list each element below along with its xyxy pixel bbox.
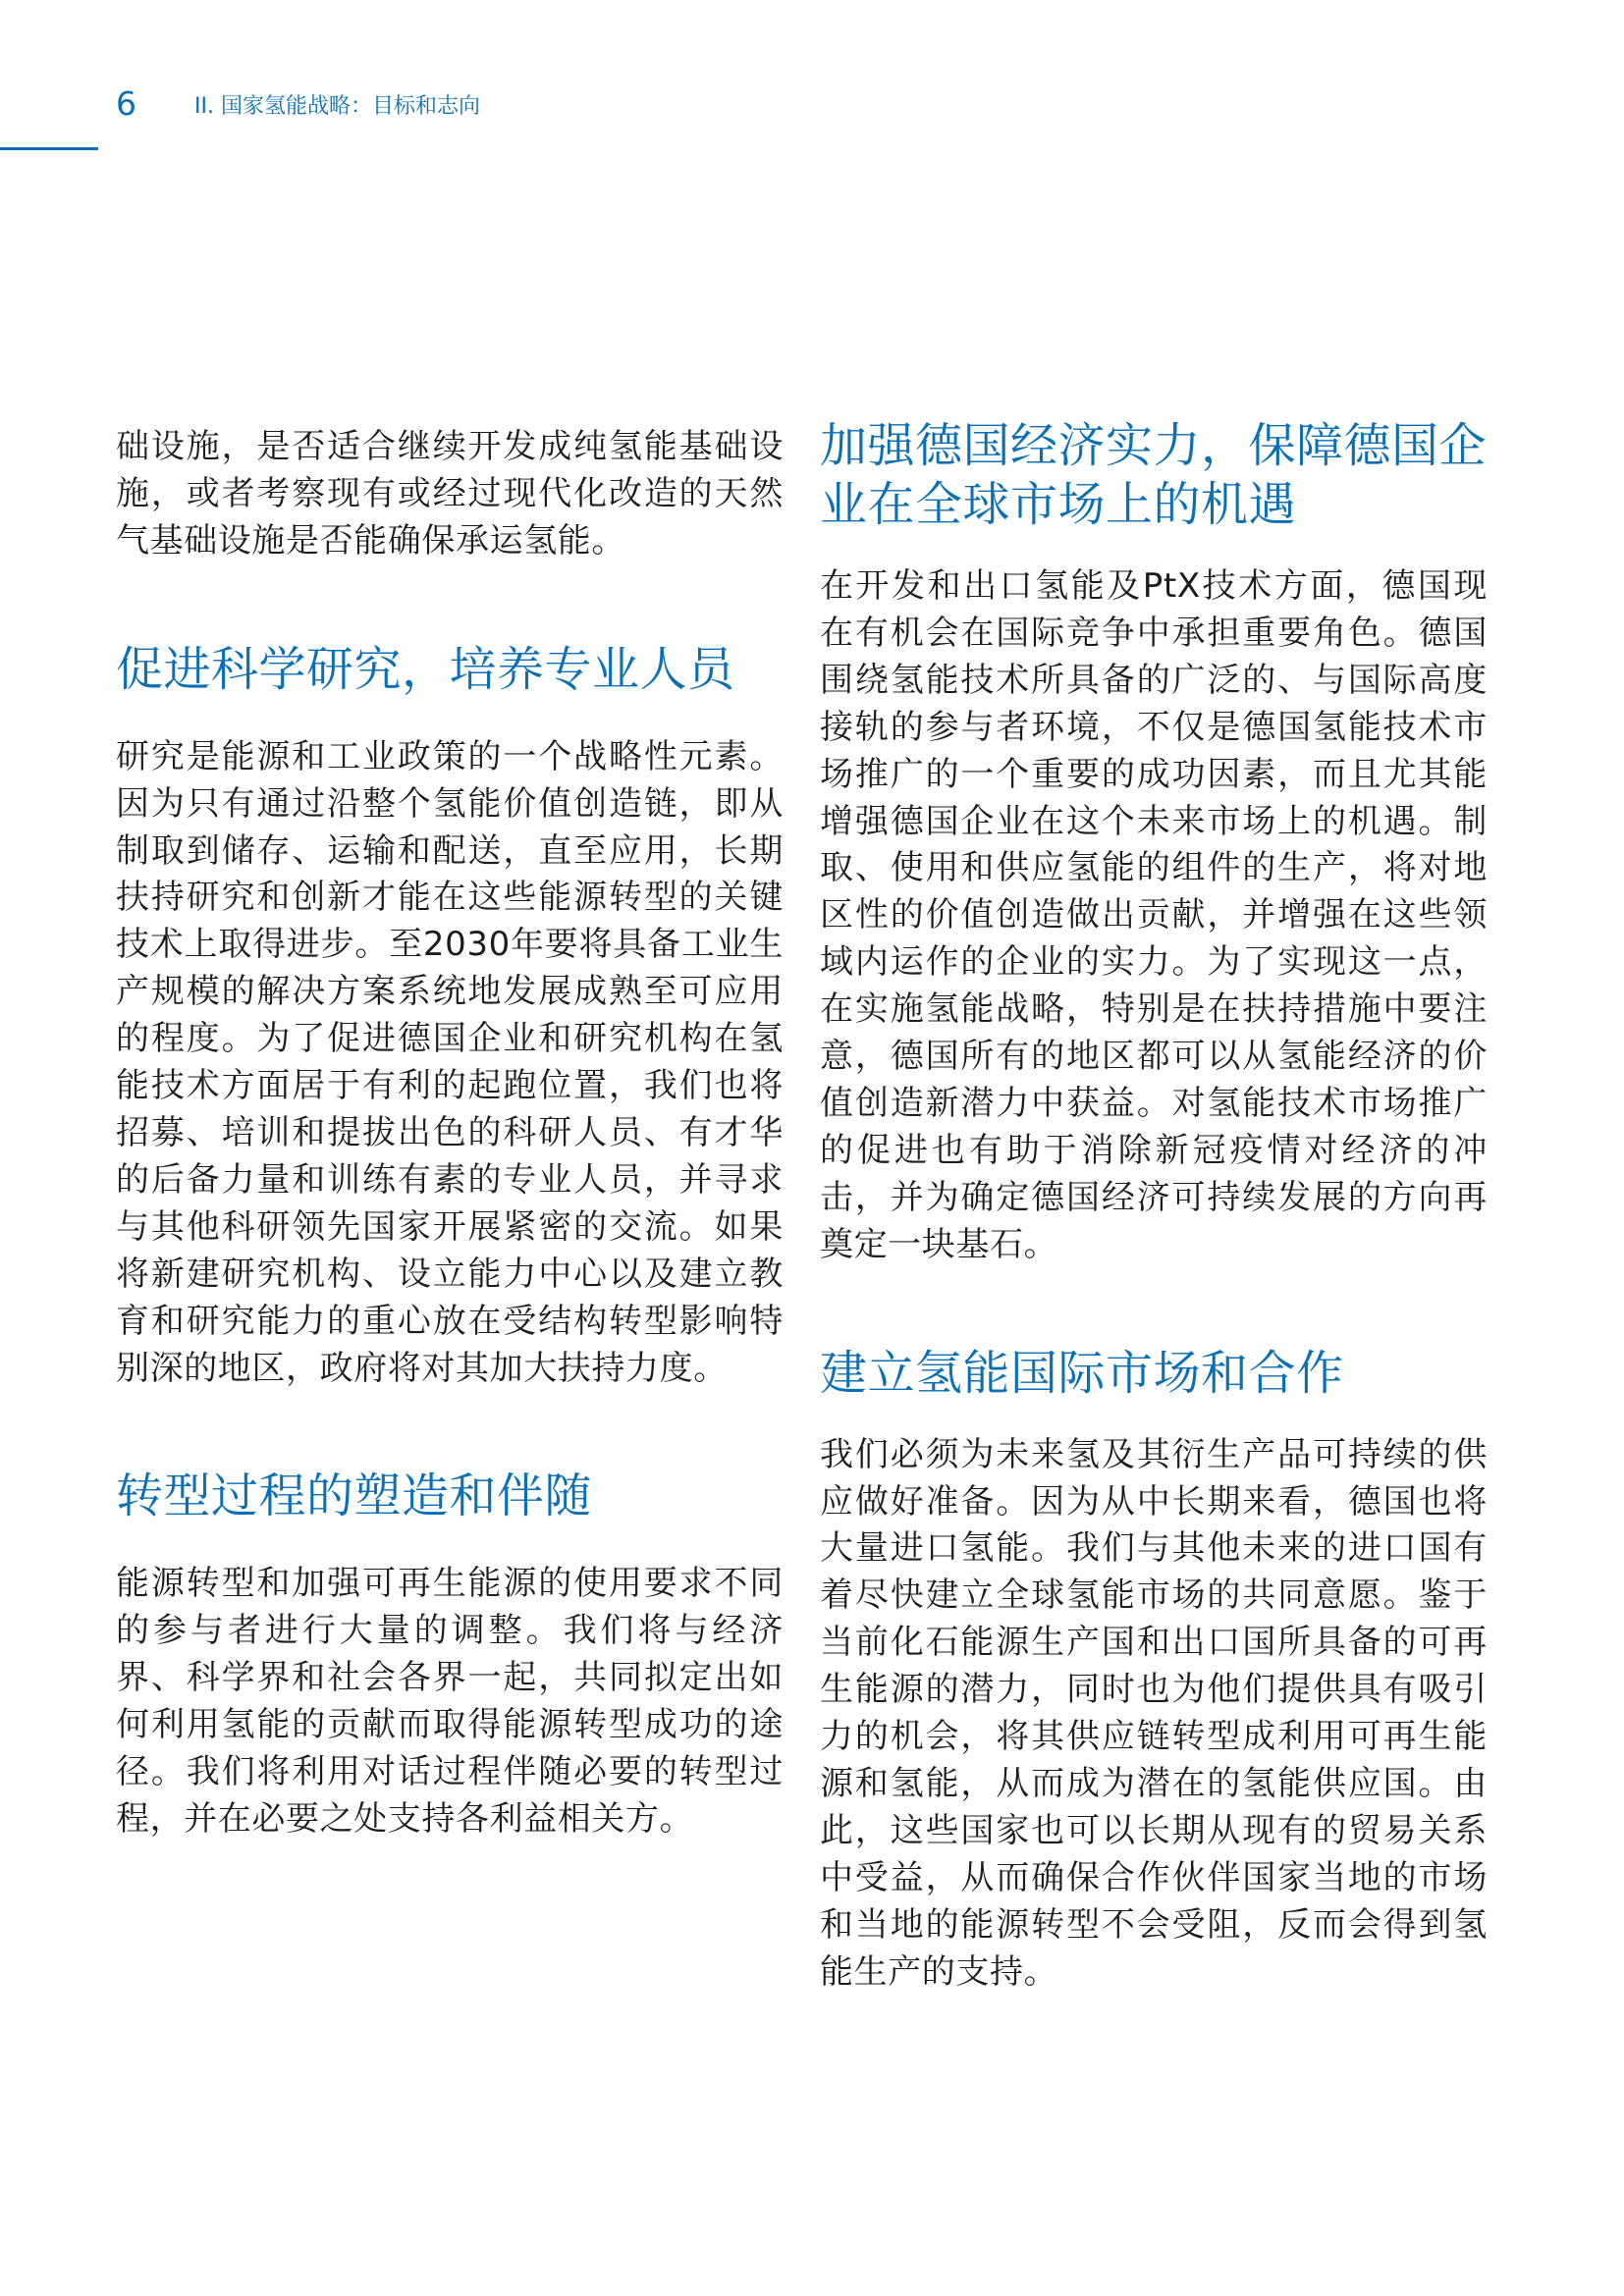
intro-paragraph: 础设施，是否适合继续开发成纯氢能基础设施，或者考察现有或经过现代化改造的天然气基础设施是否能确保承运氢能。 bbox=[116, 427, 784, 561]
section-heading-economy: 加强德国经济实力，保障德国企业在全球市场上的机遇 bbox=[820, 418, 1488, 532]
section-heading-international: 建立氢能国际市场和合作 bbox=[820, 1345, 1344, 1401]
right-column bbox=[820, 416, 1488, 1996]
section-paragraph-transition: 能源转型和加强可再生能源的使用要求不同的参与者进行大量的调整。我们将与经济界、科学界和社会各界一起，共同拟定出如何利用氢能的贡献而取得能源转型成功的途径。我们将利用对话过程伴随必要的转型过程，并在必要之处支持各利益相关方。 bbox=[116, 1564, 784, 1839]
left-column bbox=[116, 424, 784, 1843]
running-header-title: II. 国家氢能战略：目标和志向 bbox=[194, 94, 480, 119]
section-heading-research: 促进科学研究，培养专业人员 bbox=[116, 641, 735, 697]
section-paragraph-economy: 在开发和出口氢能及PtX技术方面，德国现在有机会在国际竞争中承担重要角色。德国围绕氢能技术所具备的广泛的、与国际高度接轨的参与者环境，不仅是德国氢能技术市场推广的一个重要的成功因素，而且尤其能增强德国企业在这个未来市场上的机遇。制取、使用和供应氢能的组件的生产，将对地区性的价值创造做出贡献，并增强在这些领域内运作的企业的实力。为了实现这一点，在实施氢能战略，特别是在扶持措施中要注意，德国所有的地区都可以从氢能经济的价值创造新潜力中获益。对氢能技术市场推广的促进也有助于消除新冠疫情对经济的冲击，并为确定德国经济可持续发展的方向再奠定一块基石。 bbox=[820, 566, 1488, 1264]
header-accent-rule bbox=[0, 147, 98, 150]
section-paragraph-research: 研究是能源和工业政策的一个战略性元素。因为只有通过沿整个氢能价值创造链，即从制取到储存、运输和配送，直至应用，长期扶持研究和创新才能在这些能源转型的关键技术上取得进步。至2030年要将具备工业生产规模的解决方案系统地发展成熟至可应用的程度。为了促进德国企业和研究机构在氢能技术方面居于有利的起跑位置，我们也将招募、培训和提拔出色的科研人员、有才华的后备力量和训练有素的专业人员，并寻求与其他科研领先国家开展紧密的交流。如果将新建研究机构、设立能力中心以及建立教育和研究能力的重心放在受结构转型影响特别深的地区，政府将对其加大扶持力度。 bbox=[116, 736, 784, 1388]
page-number: 6 bbox=[116, 84, 136, 123]
section-paragraph-international: 我们必须为未来氢及其衍生产品可持续的供应做好准备。因为从中长期来看，德国也将大量进口氢能。我们与其他未来的进口国有着尽快建立全球氢能市场的共同意愿。鉴于当前化石能源生产国和出口国所具备的可再生能源的潜力，同时也为他们提供具有吸引力的机会，将其供应链转型成利用可再生能源和氢能，从而成为潜在的氢能供应国。由此，这些国家也可以长期从现有的贸易关系中受益，从而确保合作伙伴国家当地的市场和当地的能源转型不会受阻，反而会得到氢能生产的支持。 bbox=[820, 1434, 1488, 1992]
section-heading-transition: 转型过程的塑造和伴随 bbox=[116, 1468, 593, 1524]
